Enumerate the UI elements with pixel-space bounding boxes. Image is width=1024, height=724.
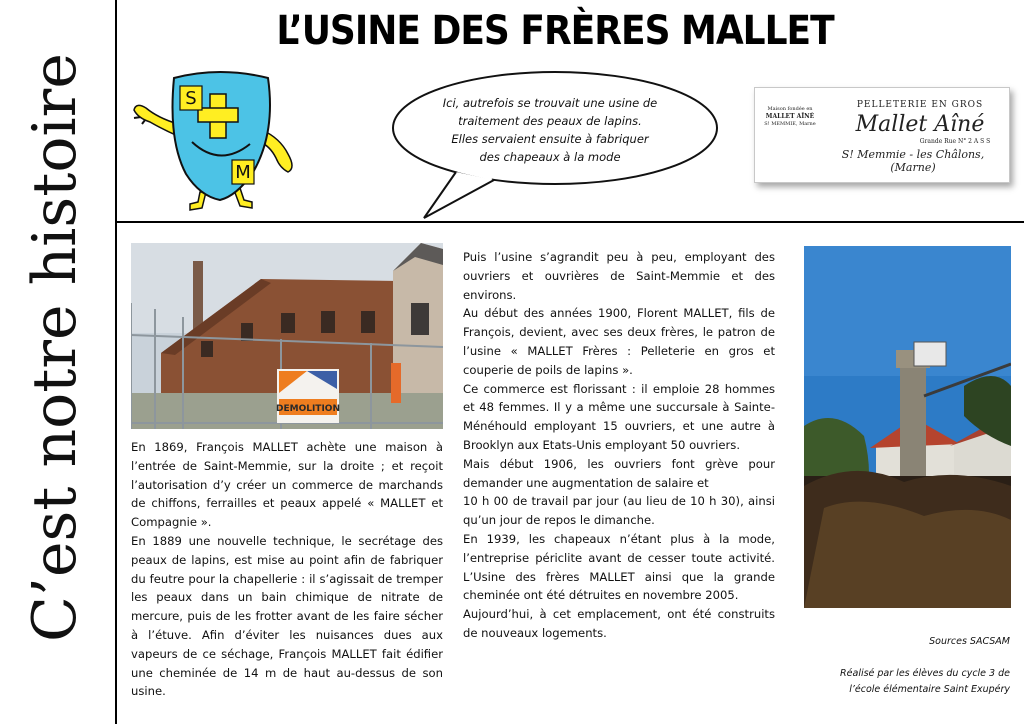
letterhead-small-2: MALLET AÎNÉ [765, 113, 815, 120]
credit-line: l’école élémentaire Saint Exupéry [849, 684, 1010, 695]
letterhead-name: Mallet Aîné [855, 112, 985, 137]
page-title: L’USINE DES FRÈRES MALLET [276, 8, 834, 54]
paragraph: 10 h 00 de travail par jour (au lieu de 10 h 30), ainsi qu’un jour de repos le dimanche. [463, 494, 775, 528]
bubble-line: Elles servaient ensuite à fabriquer [451, 132, 649, 146]
paragraph: En 1869, François MALLET achète une maison à l’entrée de Saint-Memmie, sur la droite ; et reçoit l’autorisation d’y créer un commerce de marchands de chiffons, ferrailles et peaux appelé « MALLET et Compagnie ». [131, 440, 443, 530]
paragraph: Puis l’usine s’agrandit peu à peu, employant des ouvriers et ouvrières de Saint-Memmie et des environs. [463, 250, 775, 302]
paragraph: Au début des années 1900, Florent MALLET, fils de François, devient, avec ses deux frères, le patron de l’usine « MALLET Frères : Pelleterie en gros et couperie de poils de lapins ». [463, 306, 775, 377]
vertical-divider [115, 0, 117, 724]
demolition-site-photo [131, 243, 443, 429]
side-title: C’est notre histoire [20, 53, 90, 642]
letterhead-small-1: Maison fondée en [767, 106, 813, 112]
paragraph: En 1889 une nouvelle technique, le secrétage des peaux de lapins, est mise au point afin de fabriquer du feutre pour la chapellerie : il s’agissait de tremper les peaux dans un bain chimique de nitrate de mercure, puis de les frotter avant de les faire sécher à l’étuve. Afin d’éviter les nuisances dues aux vapeurs de ce séchage, François MALLET fait édifier une cheminée de 14 m de haut au-dessus de son usine. [131, 533, 443, 699]
shield-mascot-icon [128, 64, 324, 214]
demolition-sign-text: DEMOLITION [276, 404, 340, 414]
paragraph: Ce commerce est florissant : il emploie 28 hommes et 48 femmes. Il y a même une succursale à Sainte-Ménéhould employant 15 ouvriers, et une autre à Brooklyn aux Etats-Unis employant 50 ouvriers. [463, 381, 775, 452]
letterhead-place: S! Memmie - les Châlons, (Marne) [841, 148, 985, 174]
bubble-line: Ici, autrefois se trouvait une usine de [442, 96, 658, 110]
paragraph: Aujourd’hui, à cet emplacement, ont été construits de nouveaux logements. [463, 607, 775, 640]
sources-note: Sources SACSAM [929, 636, 1010, 647]
bubble-line: traitement des peaux de lapins. [458, 114, 642, 128]
letterhead-image [754, 87, 1010, 183]
letterhead-heading: PELLETERIE EN GROS [856, 100, 984, 110]
text-column-left [131, 438, 443, 701]
text-column-middle [463, 248, 775, 643]
paragraph: En 1939, les chapeaux n’étant plus à la mode, l’entreprise périclite avant de cesser toute activité. L’Usine des frères MALLET ainsi que la grande cheminée ont été détruites en novembre 2005. [463, 531, 775, 603]
letterhead-small-3: S! MEMMIE, Marne [764, 121, 816, 127]
credit-note [800, 666, 1010, 698]
mascot-letter-s: S [185, 88, 197, 109]
letterhead-side-note [761, 106, 819, 128]
paragraph: Mais début 1906, les ouvriers font grève pour demander une augmentation de salaire et [463, 456, 775, 490]
letterhead-address: Grande Rue N° 2 A S S [919, 138, 991, 145]
chimney-demolition-photo [804, 246, 1011, 608]
bubble-line: des chapeaux à la mode [479, 150, 621, 164]
credit-line: Réalisé par les élèves du cycle 3 de [840, 668, 1010, 679]
mascot-letter-m: M [235, 162, 251, 183]
speech-bubble-text [420, 94, 680, 166]
